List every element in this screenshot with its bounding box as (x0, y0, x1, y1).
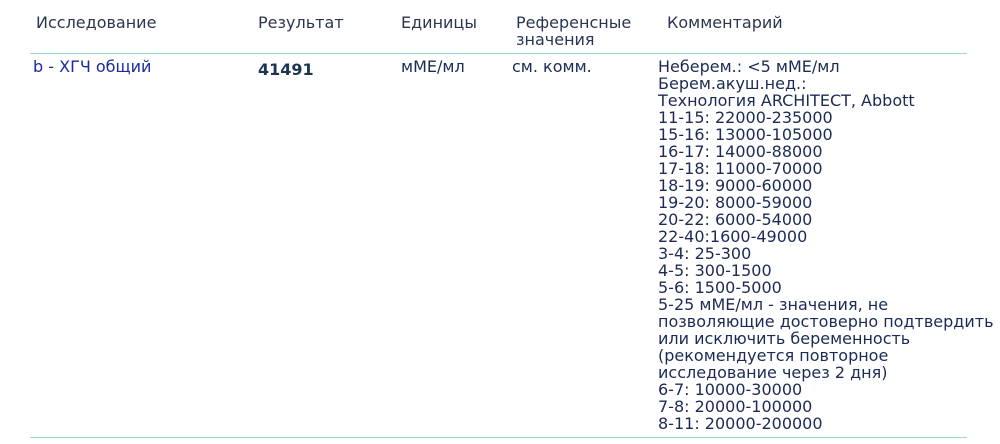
header-reference-line1: Референсные (516, 13, 632, 32)
header-units: Единицы (401, 13, 477, 32)
header-study: Исследование (36, 13, 157, 32)
comment-line: 20-22: 6000-54000 (658, 210, 813, 229)
row-study: b - ХГЧ общий (33, 57, 152, 76)
table-header (0, 0, 1000, 54)
comment-line: 4-5: 300-1500 (658, 261, 772, 280)
header-comment: Комментарий (667, 13, 783, 32)
header-reference (516, 14, 631, 48)
comment-line: 22-40:1600-49000 (658, 227, 808, 246)
comment-line: Неберем.: <5 мМЕ/мл (658, 57, 840, 76)
header-reference-line2: значения (516, 30, 595, 49)
comment-line: 11-15: 22000-235000 (658, 108, 833, 127)
comment-line: 15-16: 13000-105000 (658, 125, 833, 144)
row-comment (658, 58, 994, 432)
comment-line: исследование через 2 дня) (658, 363, 888, 382)
comment-line: 8-11: 20000-200000 (658, 414, 823, 433)
comment-line: или исключить беременность (658, 329, 911, 348)
comment-line: 18-19: 9000-60000 (658, 176, 813, 195)
comment-line: 5-6: 1500-5000 (658, 278, 782, 297)
row-result: 41491 (258, 60, 314, 79)
comment-line: позволяющие достоверно подтвердить (658, 312, 994, 331)
comment-line: Технология ARCHITECT, Abbott (658, 91, 915, 110)
comment-line: Берем.акуш.нед.: (658, 74, 807, 93)
comment-line: 19-20: 8000-59000 (658, 193, 813, 212)
header-result: Результат (258, 13, 344, 32)
comment-line: (рекомендуется повторное (658, 346, 889, 365)
row-reference: см. комм. (512, 57, 592, 76)
comment-line: 16-17: 14000-88000 (658, 142, 823, 161)
comment-line: 17-18: 11000-70000 (658, 159, 823, 178)
comment-line: 6-7: 10000-30000 (658, 380, 803, 399)
comment-line: 5-25 мМЕ/мл - значения, не (658, 295, 889, 314)
header-divider (30, 53, 967, 54)
row-divider (30, 437, 967, 438)
comment-line: 7-8: 20000-100000 (658, 397, 813, 416)
comment-line: 3-4: 25-300 (658, 244, 752, 263)
row-units: мМЕ/мл (401, 57, 465, 76)
